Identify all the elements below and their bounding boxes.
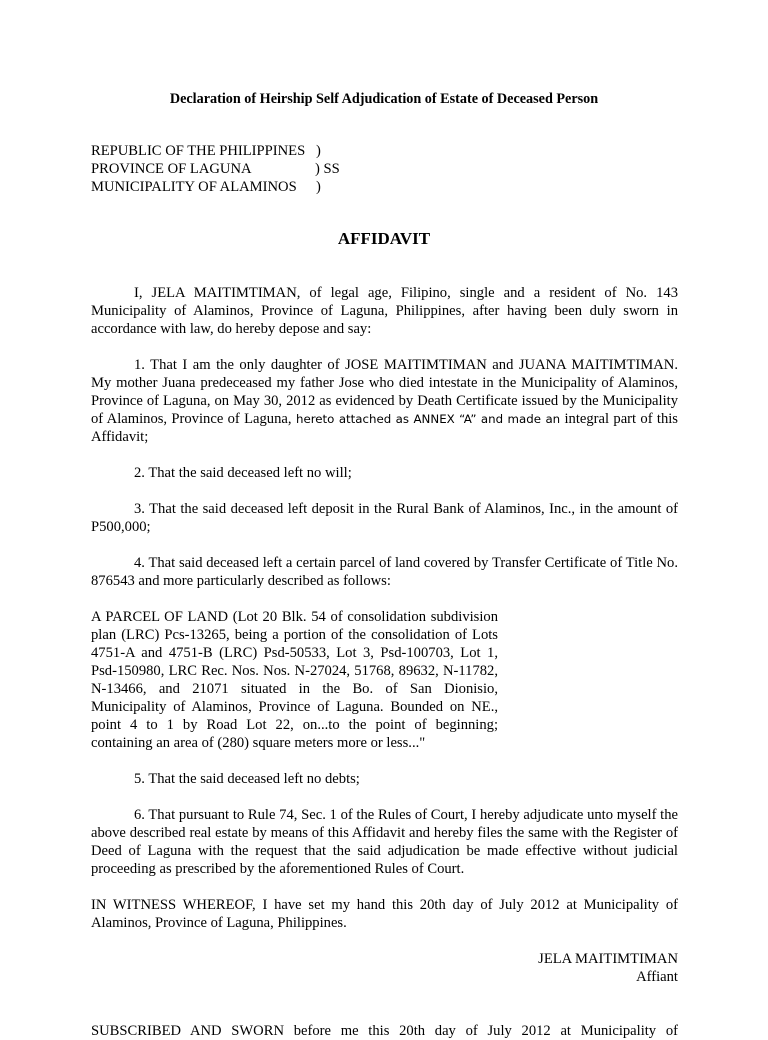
item-5-paragraph: 5. That the said deceased left no debts; [134, 771, 360, 787]
item-1-end: integral part of this Affidavit; [91, 411, 678, 445]
affidavit-heading: AFFIDAVIT [337, 229, 431, 248]
venue-place: PROVINCE OF LAGUNA [91, 161, 252, 177]
affiant-label: Affiant [636, 969, 678, 985]
venue-place: REPUBLIC OF THE PHILIPPINES [91, 143, 306, 159]
affiant-name: JELA MAITIMTIMAN [538, 951, 678, 967]
item-2-paragraph: 2. That the said deceased left no will; [134, 465, 352, 481]
jurat-paragraph: SUBSCRIBED AND SWORN before me this 20th day of July 2012 at Municipality of [91, 1023, 678, 1039]
venue-block [91, 142, 591, 196]
signature-block [91, 950, 678, 986]
item-1-text: 1. That I am the only daughter of JOSE MAITIMTIMAN and JUANA MAITIMTIMAN. My mother Juana predeceased my father Jose who died intestate in the Municipality of Alaminos, Province of Laguna, on May 30, 2012 as evidenced by Death Certificate issued by the Municipality of Alaminos, Province of Laguna, [91, 357, 678, 427]
venue-mark: ) [316, 179, 321, 195]
item-3-paragraph: 3. That the said deceased left deposit in the Rural Bank of Alaminos, Inc., in the amount of P500,000; [91, 501, 678, 535]
venue-row-republic [91, 142, 591, 160]
document-title: Declaration of Heirship Self Adjudication of Estate of Deceased Person [169, 91, 599, 107]
venue-place: MUNICIPALITY OF ALAMINOS [91, 179, 297, 195]
land-description: A PARCEL OF LAND (Lot 20 Blk. 54 of consolidation subdivision plan (LRC) Pcs-13265, being a portion of the consolidation of Lots 4751-A and 4751-B (LRC) Psd-50533, Lot 3, Psd-100703, Lot 1, Psd-150980, LRC Rec. Nos. Nos. N-27024, 51768, 89632, N-11782, N-13466, and 21071 situated in the Bo. of San Dionisio, Municipality of Alaminos, Province of Laguna. Bounded on NE., point 4 to 1 by Road Lot 22, on...to the point of beginning; containing an area of (280) square meters more or less..." [91, 609, 498, 751]
item-1-paragraph [91, 356, 678, 446]
venue-mark: ) SS [315, 161, 340, 177]
annex-reference: hereto attached as ANNEX “A” and made an [291, 412, 561, 426]
item-6-paragraph: 6. That pursuant to Rule 74, Sec. 1 of the Rules of Court, I hereby adjudicate unto myself the above described real estate by means of this Affidavit and hereby files the same with the Register of Deed of Laguna with the request that the said adjudication be made effective without judicial proceeding as prescribed by the aforementioned Rules of Court. [91, 807, 678, 877]
witness-paragraph: IN WITNESS WHEREOF, I have set my hand this 20th day of July 2012 at Municipality of Alaminos, Province of Laguna, Philippines. [91, 897, 678, 931]
document-body [91, 284, 678, 1040]
venue-row-province [91, 160, 591, 178]
venue-row-municipality [91, 178, 591, 196]
venue-mark: ) [316, 143, 321, 159]
item-4-paragraph: 4. That said deceased left a certain parcel of land covered by Transfer Certificate of Title No. 876543 and more particularly described as follows: [91, 555, 678, 589]
intro-paragraph: I, JELA MAITIMTIMAN, of legal age, Filipino, single and a resident of No. 143 Municipality of Alaminos, Province of Laguna, Philippines, after having been duly sworn in accordance with law, do hereby depose and say: [91, 285, 678, 337]
